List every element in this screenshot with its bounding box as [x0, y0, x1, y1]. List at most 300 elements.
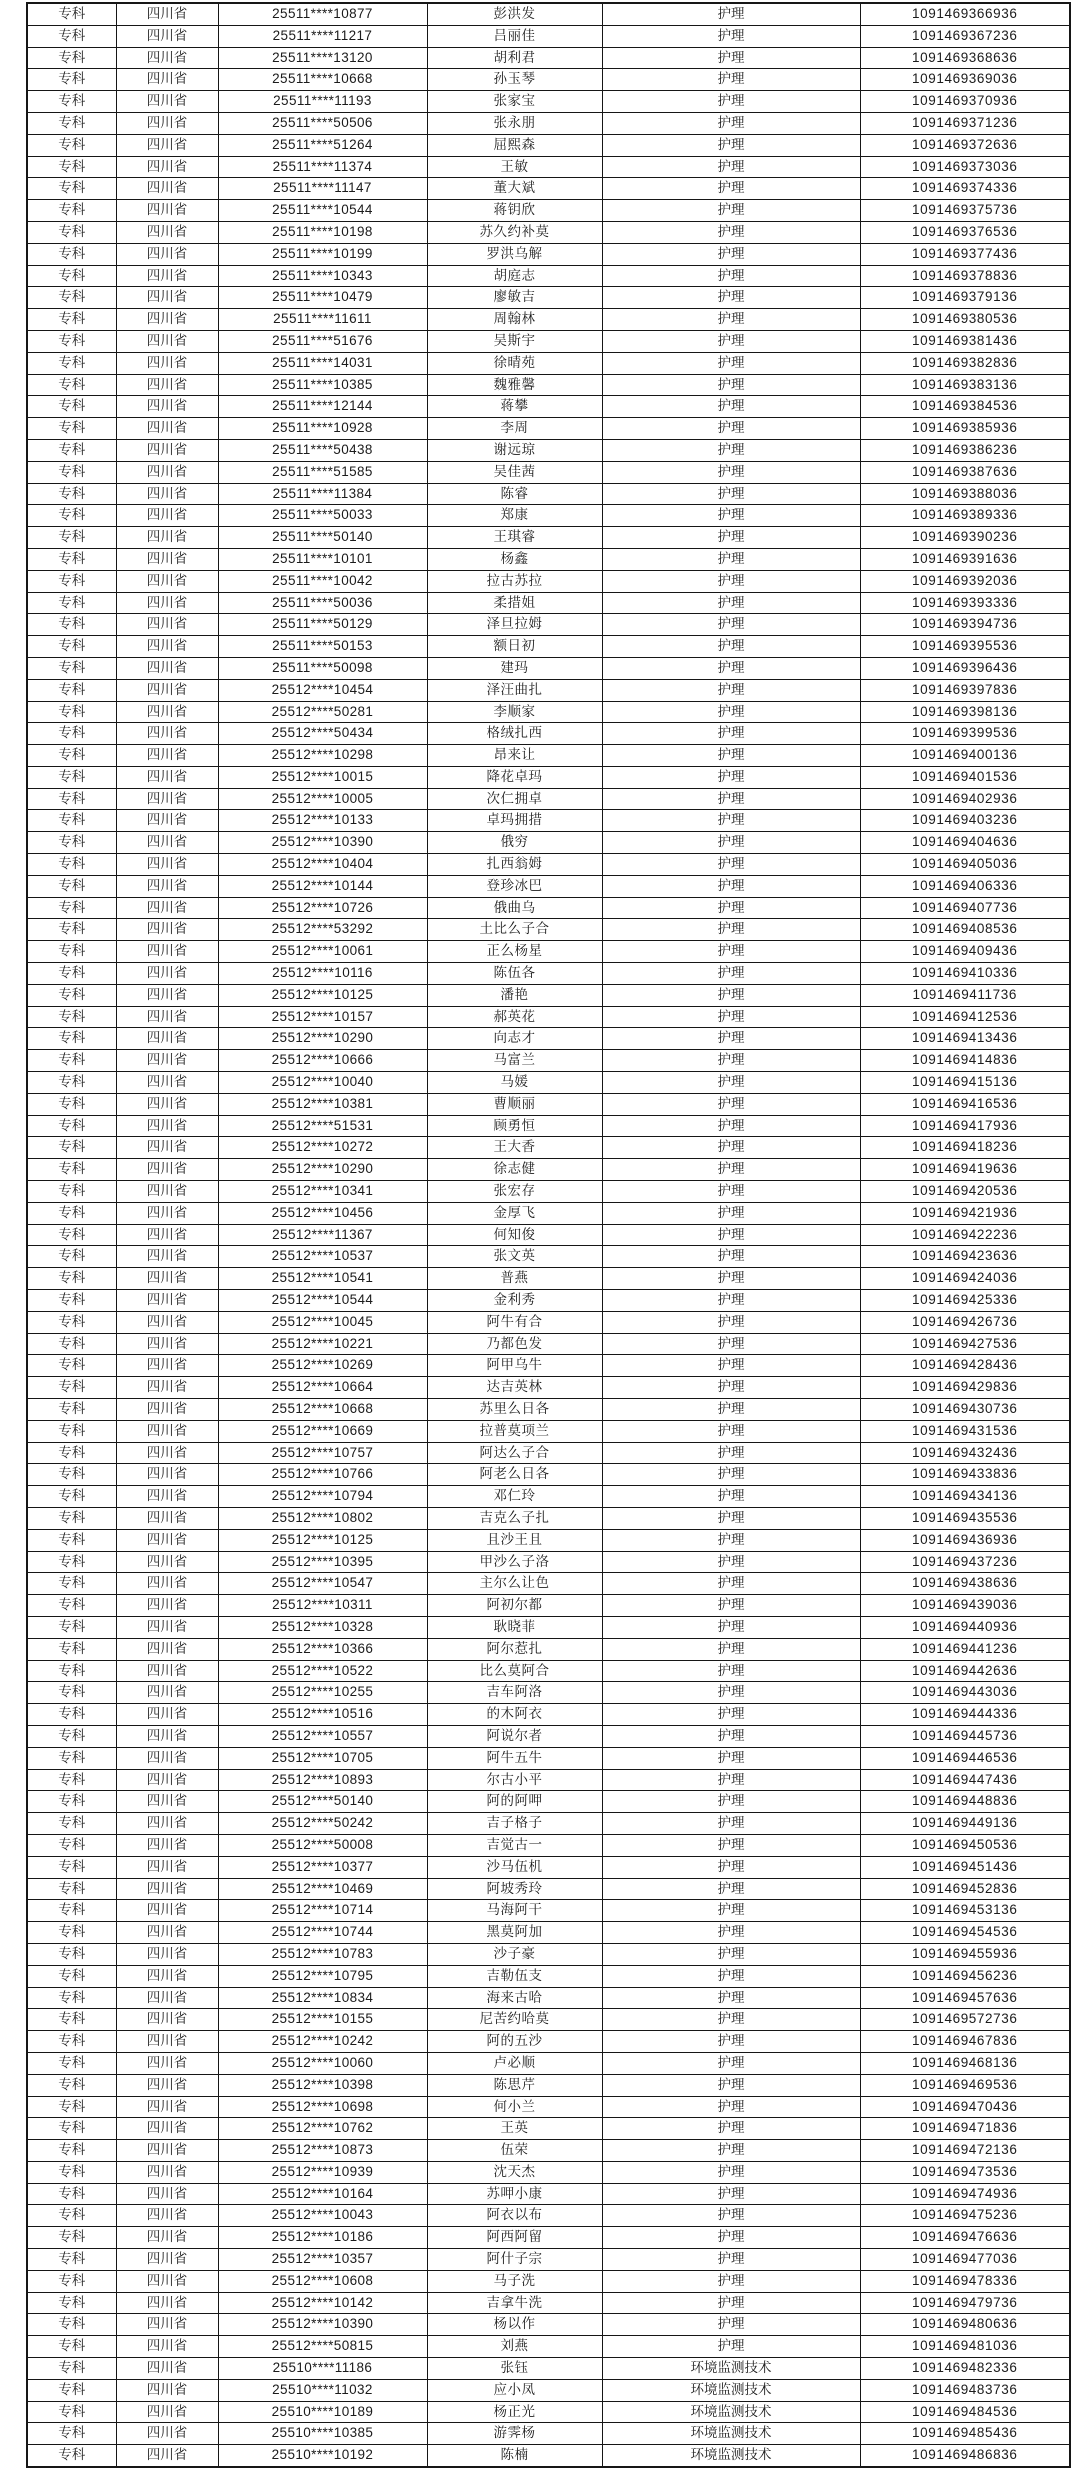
- cell-province: 四川省: [116, 657, 218, 679]
- cell-serial: 1091469395536: [860, 636, 1070, 658]
- table-row: [27, 1965, 1070, 1987]
- table-row: [27, 984, 1070, 1006]
- cell-serial: 1091469486836: [860, 2445, 1070, 2467]
- cell-province: 四川省: [116, 2358, 218, 2380]
- table-row: [27, 1420, 1070, 1442]
- cell-candidate_no: 25512****53292: [218, 919, 427, 941]
- cell-major: 护理: [602, 1856, 860, 1878]
- cell-level: 专科: [27, 1856, 116, 1878]
- cell-name: 阿初尔都: [427, 1595, 602, 1617]
- cell-name: 何知俊: [427, 1224, 602, 1246]
- cell-level: 专科: [27, 2096, 116, 2118]
- cell-major: 护理: [602, 1333, 860, 1355]
- cell-level: 专科: [27, 1246, 116, 1268]
- table-row: [27, 657, 1070, 679]
- cell-major: 护理: [602, 657, 860, 679]
- cell-candidate_no: 25512****10144: [218, 875, 427, 897]
- cell-level: 专科: [27, 1399, 116, 1421]
- table-row: [27, 941, 1070, 963]
- cell-candidate_no: 25512****10744: [218, 1922, 427, 1944]
- cell-major: 护理: [602, 1660, 860, 1682]
- cell-level: 专科: [27, 374, 116, 396]
- table-row: [27, 1028, 1070, 1050]
- cell-province: 四川省: [116, 461, 218, 483]
- cell-name: 且沙王且: [427, 1529, 602, 1551]
- cell-name: 王敏: [427, 156, 602, 178]
- cell-major: 护理: [602, 200, 860, 222]
- table-row: [27, 2140, 1070, 2162]
- cell-level: 专科: [27, 25, 116, 47]
- cell-candidate_no: 25511****10385: [218, 374, 427, 396]
- cell-name: 蒋钥欣: [427, 200, 602, 222]
- cell-serial: 1091469422236: [860, 1224, 1070, 1246]
- cell-serial: 1091469439036: [860, 1595, 1070, 1617]
- cell-candidate_no: 25511****10668: [218, 69, 427, 91]
- cell-province: 四川省: [116, 984, 218, 1006]
- cell-level: 专科: [27, 1333, 116, 1355]
- cell-province: 四川省: [116, 701, 218, 723]
- cell-level: 专科: [27, 1878, 116, 1900]
- cell-name: 沈天杰: [427, 2161, 602, 2183]
- cell-name: 吉子格子: [427, 1813, 602, 1835]
- cell-name: 阿甲乌牛: [427, 1355, 602, 1377]
- cell-serial: 1091469468136: [860, 2052, 1070, 2074]
- cell-name: 陈睿: [427, 483, 602, 505]
- cell-province: 四川省: [116, 396, 218, 418]
- cell-major: 护理: [602, 1769, 860, 1791]
- cell-province: 四川省: [116, 548, 218, 570]
- table-row: [27, 1529, 1070, 1551]
- table-row: [27, 2009, 1070, 2031]
- cell-serial: 1091469431536: [860, 1420, 1070, 1442]
- cell-serial: 1091469437236: [860, 1551, 1070, 1573]
- cell-province: 四川省: [116, 25, 218, 47]
- cell-province: 四川省: [116, 439, 218, 461]
- table-row: [27, 2205, 1070, 2227]
- cell-name: 马媛: [427, 1072, 602, 1094]
- cell-name: 拉古苏拉: [427, 570, 602, 592]
- cell-candidate_no: 25512****10541: [218, 1268, 427, 1290]
- cell-name: 建玛: [427, 657, 602, 679]
- cell-candidate_no: 25512****10726: [218, 897, 427, 919]
- cell-name: 沙子豪: [427, 1943, 602, 1965]
- cell-level: 专科: [27, 1093, 116, 1115]
- cell-level: 专科: [27, 1486, 116, 1508]
- cell-level: 专科: [27, 963, 116, 985]
- cell-candidate_no: 25511****11193: [218, 91, 427, 113]
- cell-serial: 1091469371236: [860, 112, 1070, 134]
- cell-candidate_no: 25512****10242: [218, 2031, 427, 2053]
- cell-serial: 1091469420536: [860, 1181, 1070, 1203]
- cell-candidate_no: 25512****10537: [218, 1246, 427, 1268]
- cell-major: 护理: [602, 1616, 860, 1638]
- table-row: [27, 243, 1070, 265]
- table-row: [27, 2292, 1070, 2314]
- cell-level: 专科: [27, 1616, 116, 1638]
- cell-level: 专科: [27, 1551, 116, 1573]
- table-row: [27, 1769, 1070, 1791]
- cell-candidate_no: 25512****10290: [218, 1159, 427, 1181]
- table-row: [27, 1507, 1070, 1529]
- cell-major: 护理: [602, 2314, 860, 2336]
- cell-major: 护理: [602, 1704, 860, 1726]
- cell-serial: 1091469429836: [860, 1377, 1070, 1399]
- cell-level: 专科: [27, 396, 116, 418]
- cell-name: 海来古哈: [427, 1987, 602, 2009]
- cell-serial: 1091469451436: [860, 1856, 1070, 1878]
- table-row: [27, 1856, 1070, 1878]
- cell-name: 沙马伍机: [427, 1856, 602, 1878]
- cell-candidate_no: 25511****10928: [218, 418, 427, 440]
- cell-name: 罗洪乌解: [427, 243, 602, 265]
- cell-serial: 1091469385936: [860, 418, 1070, 440]
- cell-name: 阿说尔者: [427, 1725, 602, 1747]
- cell-province: 四川省: [116, 1660, 218, 1682]
- cell-level: 专科: [27, 2118, 116, 2140]
- cell-level: 专科: [27, 1660, 116, 1682]
- cell-name: 周翰林: [427, 309, 602, 331]
- cell-province: 四川省: [116, 1922, 218, 1944]
- cell-level: 专科: [27, 1137, 116, 1159]
- cell-serial: 1091469423636: [860, 1246, 1070, 1268]
- cell-level: 专科: [27, 2140, 116, 2162]
- cell-major: 护理: [602, 2270, 860, 2292]
- cell-major: 护理: [602, 1311, 860, 1333]
- cell-level: 专科: [27, 1202, 116, 1224]
- cell-serial: 1091469572736: [860, 2009, 1070, 2031]
- cell-name: 阿老么日各: [427, 1464, 602, 1486]
- cell-candidate_no: 25512****10040: [218, 1072, 427, 1094]
- cell-name: 王英: [427, 2118, 602, 2140]
- cell-candidate_no: 25512****10060: [218, 2052, 427, 2074]
- cell-name: 张家宝: [427, 91, 602, 113]
- cell-level: 专科: [27, 679, 116, 701]
- table-row: [27, 1834, 1070, 1856]
- cell-major: 护理: [602, 134, 860, 156]
- cell-major: 护理: [602, 963, 860, 985]
- cell-level: 专科: [27, 2205, 116, 2227]
- cell-province: 四川省: [116, 2445, 218, 2467]
- table-row: [27, 1813, 1070, 1835]
- cell-major: 护理: [602, 1529, 860, 1551]
- cell-name: 伍荣: [427, 2140, 602, 2162]
- cell-level: 专科: [27, 1813, 116, 1835]
- cell-major: 护理: [602, 1355, 860, 1377]
- cell-major: 护理: [602, 69, 860, 91]
- cell-province: 四川省: [116, 636, 218, 658]
- cell-serial: 1091469382836: [860, 352, 1070, 374]
- cell-candidate_no: 25511****10199: [218, 243, 427, 265]
- cell-level: 专科: [27, 1769, 116, 1791]
- cell-major: 护理: [602, 1224, 860, 1246]
- cell-level: 专科: [27, 548, 116, 570]
- cell-name: 阿的阿呷: [427, 1791, 602, 1813]
- table-row: [27, 287, 1070, 309]
- cell-candidate_no: 25512****10794: [218, 1486, 427, 1508]
- cell-province: 四川省: [116, 527, 218, 549]
- cell-serial: 1091469480636: [860, 2314, 1070, 2336]
- cell-serial: 1091469404636: [860, 832, 1070, 854]
- cell-major: 护理: [602, 1115, 860, 1137]
- cell-serial: 1091469448836: [860, 1791, 1070, 1813]
- cell-major: 护理: [602, 636, 860, 658]
- cell-candidate_no: 25512****10390: [218, 832, 427, 854]
- cell-serial: 1091469393336: [860, 592, 1070, 614]
- cell-level: 专科: [27, 1290, 116, 1312]
- table-row: [27, 788, 1070, 810]
- cell-province: 四川省: [116, 2336, 218, 2358]
- cell-major: 护理: [602, 2161, 860, 2183]
- cell-level: 专科: [27, 527, 116, 549]
- table-row: [27, 875, 1070, 897]
- cell-level: 专科: [27, 1791, 116, 1813]
- cell-serial: 1091469394736: [860, 614, 1070, 636]
- cell-name: 拉普莫项兰: [427, 1420, 602, 1442]
- cell-province: 四川省: [116, 1442, 218, 1464]
- cell-name: 马海阿干: [427, 1900, 602, 1922]
- cell-province: 四川省: [116, 2227, 218, 2249]
- cell-name: 陈思芹: [427, 2074, 602, 2096]
- cell-candidate_no: 25511****10042: [218, 570, 427, 592]
- cell-candidate_no: 25512****10381: [218, 1093, 427, 1115]
- cell-name: 卢必顺: [427, 2052, 602, 2074]
- cell-province: 四川省: [116, 1856, 218, 1878]
- cell-serial: 1091469454536: [860, 1922, 1070, 1944]
- cell-province: 四川省: [116, 592, 218, 614]
- cell-candidate_no: 25511****10343: [218, 265, 427, 287]
- cell-name: 吉觉古一: [427, 1834, 602, 1856]
- table-row: [27, 200, 1070, 222]
- cell-serial: 1091469402936: [860, 788, 1070, 810]
- cell-province: 四川省: [116, 112, 218, 134]
- cell-major: 护理: [602, 2227, 860, 2249]
- cell-candidate_no: 25512****10522: [218, 1660, 427, 1682]
- cell-province: 四川省: [116, 91, 218, 113]
- cell-level: 专科: [27, 2336, 116, 2358]
- table-row: [27, 2445, 1070, 2467]
- cell-province: 四川省: [116, 941, 218, 963]
- cell-candidate_no: 25512****10015: [218, 766, 427, 788]
- cell-name: 阿尔惹扎: [427, 1638, 602, 1660]
- cell-name: 的木阿衣: [427, 1704, 602, 1726]
- cell-level: 专科: [27, 265, 116, 287]
- cell-province: 四川省: [116, 2052, 218, 2074]
- cell-major: 护理: [602, 875, 860, 897]
- cell-province: 四川省: [116, 47, 218, 69]
- table-row: [27, 1551, 1070, 1573]
- cell-name: 顾勇恒: [427, 1115, 602, 1137]
- cell-level: 专科: [27, 47, 116, 69]
- table-row: [27, 679, 1070, 701]
- table-row: [27, 134, 1070, 156]
- cell-candidate_no: 25511****11217: [218, 25, 427, 47]
- cell-level: 专科: [27, 2183, 116, 2205]
- cell-province: 四川省: [116, 1900, 218, 1922]
- cell-province: 四川省: [116, 854, 218, 876]
- cell-serial: 1091469410336: [860, 963, 1070, 985]
- cell-major: 护理: [602, 1573, 860, 1595]
- cell-level: 专科: [27, 614, 116, 636]
- cell-level: 专科: [27, 1420, 116, 1442]
- cell-serial: 1091469373036: [860, 156, 1070, 178]
- cell-name: 魏雅馨: [427, 374, 602, 396]
- cell-major: 护理: [602, 25, 860, 47]
- table-row: [27, 1595, 1070, 1617]
- cell-serial: 1091469378836: [860, 265, 1070, 287]
- table-row: [27, 919, 1070, 941]
- cell-level: 专科: [27, 984, 116, 1006]
- cell-name: 金利秀: [427, 1290, 602, 1312]
- cell-major: 护理: [602, 352, 860, 374]
- cell-candidate_no: 25512****10404: [218, 854, 427, 876]
- cell-level: 专科: [27, 112, 116, 134]
- cell-candidate_no: 25511****10877: [218, 3, 427, 25]
- cell-province: 四川省: [116, 1747, 218, 1769]
- cell-name: 阿牛五牛: [427, 1747, 602, 1769]
- cell-level: 专科: [27, 701, 116, 723]
- cell-province: 四川省: [116, 1943, 218, 1965]
- cell-serial: 1091469380536: [860, 309, 1070, 331]
- cell-province: 四川省: [116, 1507, 218, 1529]
- cell-major: 护理: [602, 1137, 860, 1159]
- table-row: [27, 309, 1070, 331]
- cell-major: 护理: [602, 788, 860, 810]
- cell-major: 护理: [602, 1268, 860, 1290]
- table-row: [27, 2096, 1070, 2118]
- cell-name: 徐志健: [427, 1159, 602, 1181]
- cell-name: 吕丽佳: [427, 25, 602, 47]
- cell-name: 马富兰: [427, 1050, 602, 1072]
- cell-candidate_no: 25511****10544: [218, 200, 427, 222]
- table-row: [27, 461, 1070, 483]
- table-row: [27, 1006, 1070, 1028]
- cell-province: 四川省: [116, 1355, 218, 1377]
- cell-serial: 1091469450536: [860, 1834, 1070, 1856]
- cell-province: 四川省: [116, 614, 218, 636]
- cell-level: 专科: [27, 1704, 116, 1726]
- cell-major: 护理: [602, 439, 860, 461]
- cell-name: 张钰: [427, 2358, 602, 2380]
- cell-name: 向志才: [427, 1028, 602, 1050]
- cell-name: 俄穷: [427, 832, 602, 854]
- table-row: [27, 2183, 1070, 2205]
- cell-major: 环境监测技术: [602, 2445, 860, 2467]
- cell-serial: 1091469479736: [860, 2292, 1070, 2314]
- cell-serial: 1091469381436: [860, 330, 1070, 352]
- cell-serial: 1091469467836: [860, 2031, 1070, 2053]
- cell-candidate_no: 25512****10164: [218, 2183, 427, 2205]
- cell-province: 四川省: [116, 1072, 218, 1094]
- cell-name: 达吉英林: [427, 1377, 602, 1399]
- cell-major: 护理: [602, 1028, 860, 1050]
- cell-candidate_no: 25512****51531: [218, 1115, 427, 1137]
- cell-major: 护理: [602, 810, 860, 832]
- admission-table: [26, 2, 1071, 2468]
- cell-name: 阿的五沙: [427, 2031, 602, 2053]
- cell-major: 护理: [602, 897, 860, 919]
- cell-major: 护理: [602, 745, 860, 767]
- cell-name: 主尔么让色: [427, 1573, 602, 1595]
- cell-level: 专科: [27, 810, 116, 832]
- cell-name: 阿坡秀玲: [427, 1878, 602, 1900]
- cell-level: 专科: [27, 2161, 116, 2183]
- cell-serial: 1091469432436: [860, 1442, 1070, 1464]
- cell-level: 专科: [27, 1682, 116, 1704]
- cell-name: 乃都色发: [427, 1333, 602, 1355]
- table-row: [27, 1224, 1070, 1246]
- cell-province: 四川省: [116, 2118, 218, 2140]
- cell-level: 专科: [27, 2052, 116, 2074]
- cell-level: 专科: [27, 439, 116, 461]
- cell-province: 四川省: [116, 1159, 218, 1181]
- cell-candidate_no: 25511****50033: [218, 505, 427, 527]
- table-row: [27, 352, 1070, 374]
- cell-name: 孙玉琴: [427, 69, 602, 91]
- cell-name: 王大香: [427, 1137, 602, 1159]
- cell-candidate_no: 25512****10125: [218, 984, 427, 1006]
- cell-candidate_no: 25511****14031: [218, 352, 427, 374]
- cell-candidate_no: 25510****11032: [218, 2379, 427, 2401]
- cell-province: 四川省: [116, 2183, 218, 2205]
- cell-serial: 1091469391636: [860, 548, 1070, 570]
- cell-province: 四川省: [116, 1115, 218, 1137]
- cell-serial: 1091469390236: [860, 527, 1070, 549]
- cell-serial: 1091469425336: [860, 1290, 1070, 1312]
- cell-province: 四川省: [116, 1093, 218, 1115]
- cell-serial: 1091469406336: [860, 875, 1070, 897]
- table-row: [27, 1442, 1070, 1464]
- table-row: [27, 810, 1070, 832]
- cell-candidate_no: 25512****10390: [218, 2314, 427, 2336]
- cell-province: 四川省: [116, 1878, 218, 1900]
- cell-major: 护理: [602, 1072, 860, 1094]
- table-row: [27, 1682, 1070, 1704]
- cell-candidate_no: 25512****10757: [218, 1442, 427, 1464]
- cell-serial: 1091469403236: [860, 810, 1070, 832]
- cell-name: 吉拿牛洗: [427, 2292, 602, 2314]
- cell-province: 四川省: [116, 1224, 218, 1246]
- table-row: [27, 2270, 1070, 2292]
- cell-serial: 1091469453136: [860, 1900, 1070, 1922]
- table-row: [27, 1377, 1070, 1399]
- cell-name: 潘艳: [427, 984, 602, 1006]
- cell-serial: 1091469398136: [860, 701, 1070, 723]
- cell-serial: 1091469375736: [860, 200, 1070, 222]
- cell-major: 护理: [602, 548, 860, 570]
- cell-name: 邓仁玲: [427, 1486, 602, 1508]
- cell-candidate_no: 25512****10157: [218, 1006, 427, 1028]
- table-row: [27, 418, 1070, 440]
- cell-province: 四川省: [116, 963, 218, 985]
- cell-name: 泽旦拉姆: [427, 614, 602, 636]
- cell-serial: 1091469384536: [860, 396, 1070, 418]
- cell-candidate_no: 25512****10269: [218, 1355, 427, 1377]
- cell-candidate_no: 25512****50242: [218, 1813, 427, 1835]
- cell-serial: 1091469392036: [860, 570, 1070, 592]
- cell-candidate_no: 25512****11367: [218, 1224, 427, 1246]
- cell-name: 李周: [427, 418, 602, 440]
- cell-major: 护理: [602, 112, 860, 134]
- table-row: [27, 2074, 1070, 2096]
- cell-level: 专科: [27, 91, 116, 113]
- cell-level: 专科: [27, 2074, 116, 2096]
- cell-province: 四川省: [116, 1616, 218, 1638]
- cell-major: 环境监测技术: [602, 2379, 860, 2401]
- cell-province: 四川省: [116, 1834, 218, 1856]
- cell-serial: 1091469435536: [860, 1507, 1070, 1529]
- table-row: [27, 1987, 1070, 2009]
- cell-candidate_no: 25512****10834: [218, 1987, 427, 2009]
